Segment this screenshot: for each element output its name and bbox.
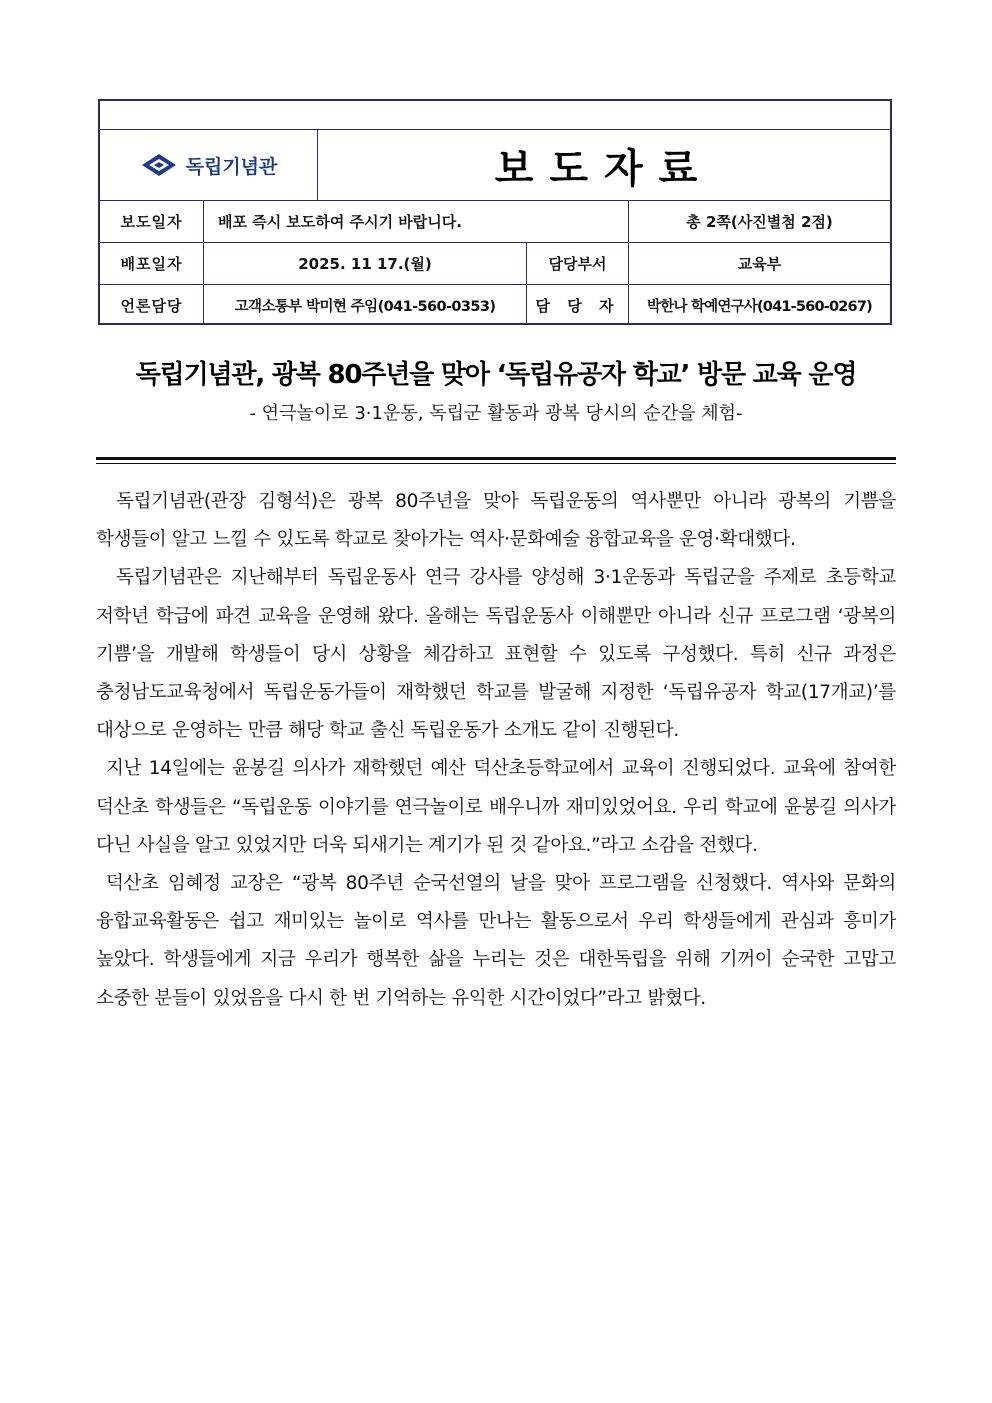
paragraph: 독립기념관(관장 김형석)은 광복 80주년을 맞아 독립운동의 역사뿐만 아니라 광복의 기쁨을 학생들이 알고 느낄 수 있도록 학교로 찾아가는 역사·문화예술 융합교육을 운영·확대했다.	[96, 491, 896, 551]
department-value: 교육부	[737, 255, 782, 273]
release-date-label: 보도일자	[100, 201, 204, 242]
headline: 독립기념관, 광복 80주년을 맞아 ‘독립유공자 학교’ 방문 교육 운영	[135, 360, 857, 390]
logo	[100, 130, 318, 200]
paragraph: 지난 14일에는 윤봉길 의사가 재학했던 예산 덕산초등학교에서 교육이 진행되었다. 교육에 참여한 덕산초 학생들은 “독립운동 이야기를 연극놀이로 배우니까 재미있었어요. 우리 학교에 윤봉길 의사가 다닌 사실을 알고 있었지만 더욱 되새기는 계기가 된 것 같아요.”라고 소감을 전했다.	[96, 758, 896, 856]
header-top-strip	[100, 101, 890, 130]
info-row-distribution-date	[100, 243, 890, 285]
article-body	[96, 483, 896, 1018]
person-in-charge-label: 담 당 자	[527, 285, 629, 325]
info-row-release-date	[100, 201, 890, 243]
paragraph: 독립기념관은 지난해부터 독립운동사 연극 강사를 양성해 3·1운동과 독립군을 주제로 초등학교 저학년 학급에 파견 교육을 운영해 왔다. 올해는 독립운동사 이해뿐만 아니라 신규 프로그램 ‘광복의 기쁨’을 개발해 학생들이 당시 상황을 체감하고 표현할 수 있도록 구성했다. 특히 신규 과정은 충청남도교육청에서 독립운동가들이 재학했던 학교를 발굴해 지정한 ‘독립유공자 학교(17개교)’를 대상으로 운영하는 만큼 해당 학교 출신 독립운동가 소개도 같이 진행된다.	[96, 567, 896, 742]
header-title-row	[100, 130, 890, 201]
distribution-date-value: 2025. 11 17.(월)	[204, 243, 527, 284]
page-count: 총 2쪽(사진별첨 2점)	[686, 213, 833, 231]
release-date-value: 배포 즉시 보도하여 주시기 바랍니다.	[204, 201, 629, 242]
press-contact-value: 고객소통부 박미현 주임(041-560-0353)	[204, 285, 527, 325]
distribution-date-label: 배포일자	[100, 243, 204, 284]
press-release-header	[98, 99, 892, 325]
logo-text: 독립기념관	[185, 155, 278, 178]
independence-hall-logo-icon	[140, 152, 178, 178]
person-in-charge-value: 박한나 학예연구사(041-560-0267)	[647, 298, 872, 315]
department-label: 담당부서	[527, 243, 629, 284]
info-row-press-contact	[100, 285, 890, 325]
paragraph: 덕산초 임혜정 교장은 “광복 80주년 순국선열의 날을 맞아 프로그램을 신청했다. 역사와 문화의 융합교육활동은 쉽고 재미있는 놀이로 역사를 만나는 활동으로서 우리 학생들에게 관심과 흥미가 높았다. 학생들에게 지금 우리가 행복한 삶을 누리는 것은 대한독립을 위해 기꺼이 순국한 고맙고 소중한 분들이 있었음을 다시 한 번 기억하는 유익한 시간이었다”라고 밝혔다.	[96, 873, 896, 1009]
press-release-title: 보도자료	[494, 145, 714, 192]
divider-thick	[96, 457, 896, 460]
divider-thin	[96, 463, 896, 464]
press-contact-label: 언론담당	[100, 285, 204, 325]
subheadline: - 연극놀이로 3·1운동, 독립군 활동과 광복 당시의 순간을 체험-	[249, 403, 743, 424]
